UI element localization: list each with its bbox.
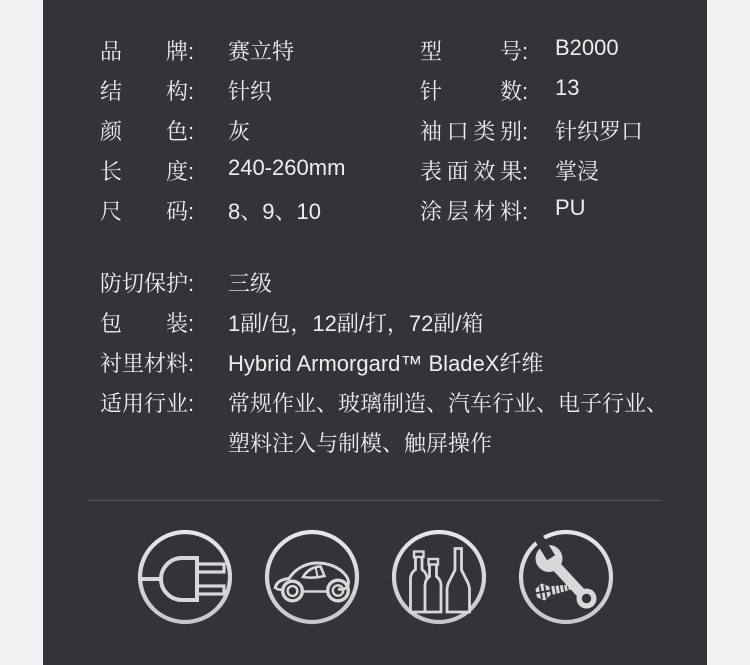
spec-value: 针织罗口 xyxy=(555,118,644,144)
colon: : xyxy=(522,118,529,144)
detail-value: 1副/包，12副/打，72副/箱 xyxy=(228,311,484,336)
colon: : xyxy=(188,158,195,184)
detail-label: 衬里材料: xyxy=(100,351,195,376)
colon: : xyxy=(188,38,195,64)
bottles-icon xyxy=(390,528,488,626)
detail-label: 防切保护: xyxy=(100,271,195,296)
spec-value: 8、9、10 xyxy=(228,198,321,224)
colon: : xyxy=(188,198,195,224)
spec-label: 袖口类别: xyxy=(420,118,529,144)
spec-row xyxy=(43,110,707,150)
spec-row xyxy=(43,70,707,110)
spec-label: 结构: xyxy=(100,78,195,104)
spec-label: 涂层材料: xyxy=(420,198,529,224)
colon: : xyxy=(522,78,529,104)
detail-label: 包装: xyxy=(100,311,195,336)
spec-pair xyxy=(420,195,586,226)
spec-value: 灰 xyxy=(228,118,251,144)
spec-value: 240-260mm xyxy=(228,154,346,180)
spec-pair xyxy=(420,75,579,106)
detail-row xyxy=(43,344,707,384)
colon: : xyxy=(188,311,195,336)
spec-pair xyxy=(100,35,420,66)
car-icon xyxy=(263,528,361,626)
detail-value: Hybrid Armorgard™ BladeX纤维 xyxy=(228,351,544,376)
colon: : xyxy=(522,158,529,184)
spec-panel xyxy=(43,0,707,665)
colon: : xyxy=(188,351,195,376)
spec-value: 针织 xyxy=(228,78,273,104)
spec-label: 品牌: xyxy=(100,38,195,64)
detail-row xyxy=(43,304,707,344)
spec-row xyxy=(43,150,707,190)
spec-row xyxy=(43,30,707,70)
spec-value: PU xyxy=(555,194,586,220)
colon: : xyxy=(188,391,195,416)
detail-row xyxy=(43,384,707,464)
spec-pair xyxy=(420,115,643,146)
colon: : xyxy=(188,78,195,104)
spec-pair xyxy=(100,75,420,106)
detail-value: 三级 xyxy=(228,271,273,296)
spec-label: 针数: xyxy=(420,78,529,104)
spec-label: 型号: xyxy=(420,38,529,64)
colon: : xyxy=(522,38,529,64)
detail-value-line: 塑料注入与制模、触屏操作 xyxy=(228,431,493,456)
spec-pair xyxy=(100,155,420,186)
plug-icon xyxy=(136,528,234,626)
spec-label: 颜色: xyxy=(100,118,195,144)
detail-list xyxy=(43,264,707,464)
spec-table xyxy=(43,0,707,230)
spec-pair xyxy=(420,35,619,66)
detail-row xyxy=(43,264,707,304)
colon: : xyxy=(188,118,195,144)
colon: : xyxy=(188,271,195,296)
spec-value: 13 xyxy=(555,74,580,100)
spec-pair xyxy=(420,155,599,186)
colon: : xyxy=(522,198,529,224)
divider xyxy=(88,500,662,501)
spec-value: 赛立特 xyxy=(228,38,295,64)
spec-pair xyxy=(100,195,420,226)
spec-row xyxy=(43,190,707,230)
spec-label: 长度: xyxy=(100,158,195,184)
spec-pair xyxy=(100,115,420,146)
spec-value: B2000 xyxy=(555,34,619,60)
wrench-icon xyxy=(517,528,615,626)
spec-value: 掌浸 xyxy=(555,158,600,184)
spec-label: 尺码: xyxy=(100,198,195,224)
detail-value xyxy=(228,384,668,464)
detail-label: 适用行业: xyxy=(100,391,195,416)
spec-label: 表面效果: xyxy=(420,158,529,184)
industry-icons xyxy=(43,528,707,626)
detail-value-line: 常规作业、玻璃制造、汽车行业、电子行业、 xyxy=(228,391,669,416)
